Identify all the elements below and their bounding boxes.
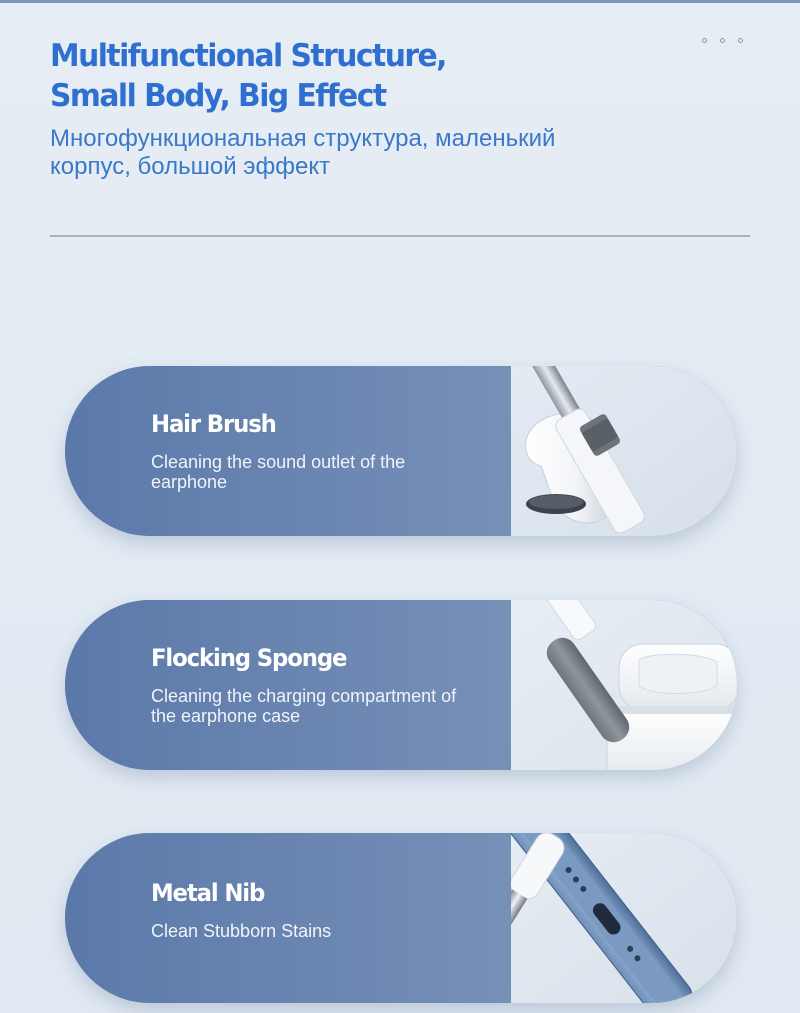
sponge-case-image — [511, 600, 737, 770]
dot — [720, 38, 725, 43]
feature-title: Hair Brush — [151, 410, 276, 438]
feature-card-metal-nib — [65, 833, 737, 1003]
title-line-1: Multifunctional Structure, — [50, 38, 446, 74]
feature-card-flocking-sponge — [65, 600, 737, 770]
feature-desc-line-1: Clean Stubborn Stains — [151, 921, 332, 941]
subtitle-line-2: корпус, большой эффект — [50, 153, 331, 180]
page-subtitle — [50, 125, 555, 181]
feature-description — [151, 452, 501, 492]
title-line-2: Small Body, Big Effect — [50, 78, 386, 114]
page-title — [50, 36, 446, 116]
dot — [702, 38, 707, 43]
feature-description — [151, 686, 501, 726]
feature-card-hair-brush — [65, 366, 737, 536]
dot — [738, 38, 743, 43]
feature-desc-line-1: Cleaning the charging compartment of — [151, 686, 457, 706]
feature-desc-line-2: earphone — [151, 472, 228, 492]
feature-desc-line-2: the earphone case — [151, 706, 301, 726]
card-background — [65, 833, 511, 1003]
card-background — [65, 366, 511, 536]
feature-desc-line-1: Cleaning the sound outlet of the — [151, 452, 406, 472]
phone-port-image — [511, 833, 737, 1003]
earbud-brush-image — [511, 366, 737, 536]
subtitle-line-1: Многофункциональная структура, маленький — [50, 125, 556, 152]
feature-description — [151, 921, 501, 941]
divider — [50, 235, 750, 237]
more-options-icon[interactable] — [702, 38, 743, 43]
feature-title: Metal Nib — [151, 879, 265, 907]
card-background — [65, 600, 511, 770]
feature-title: Flocking Sponge — [151, 644, 347, 672]
top-border — [0, 0, 800, 3]
